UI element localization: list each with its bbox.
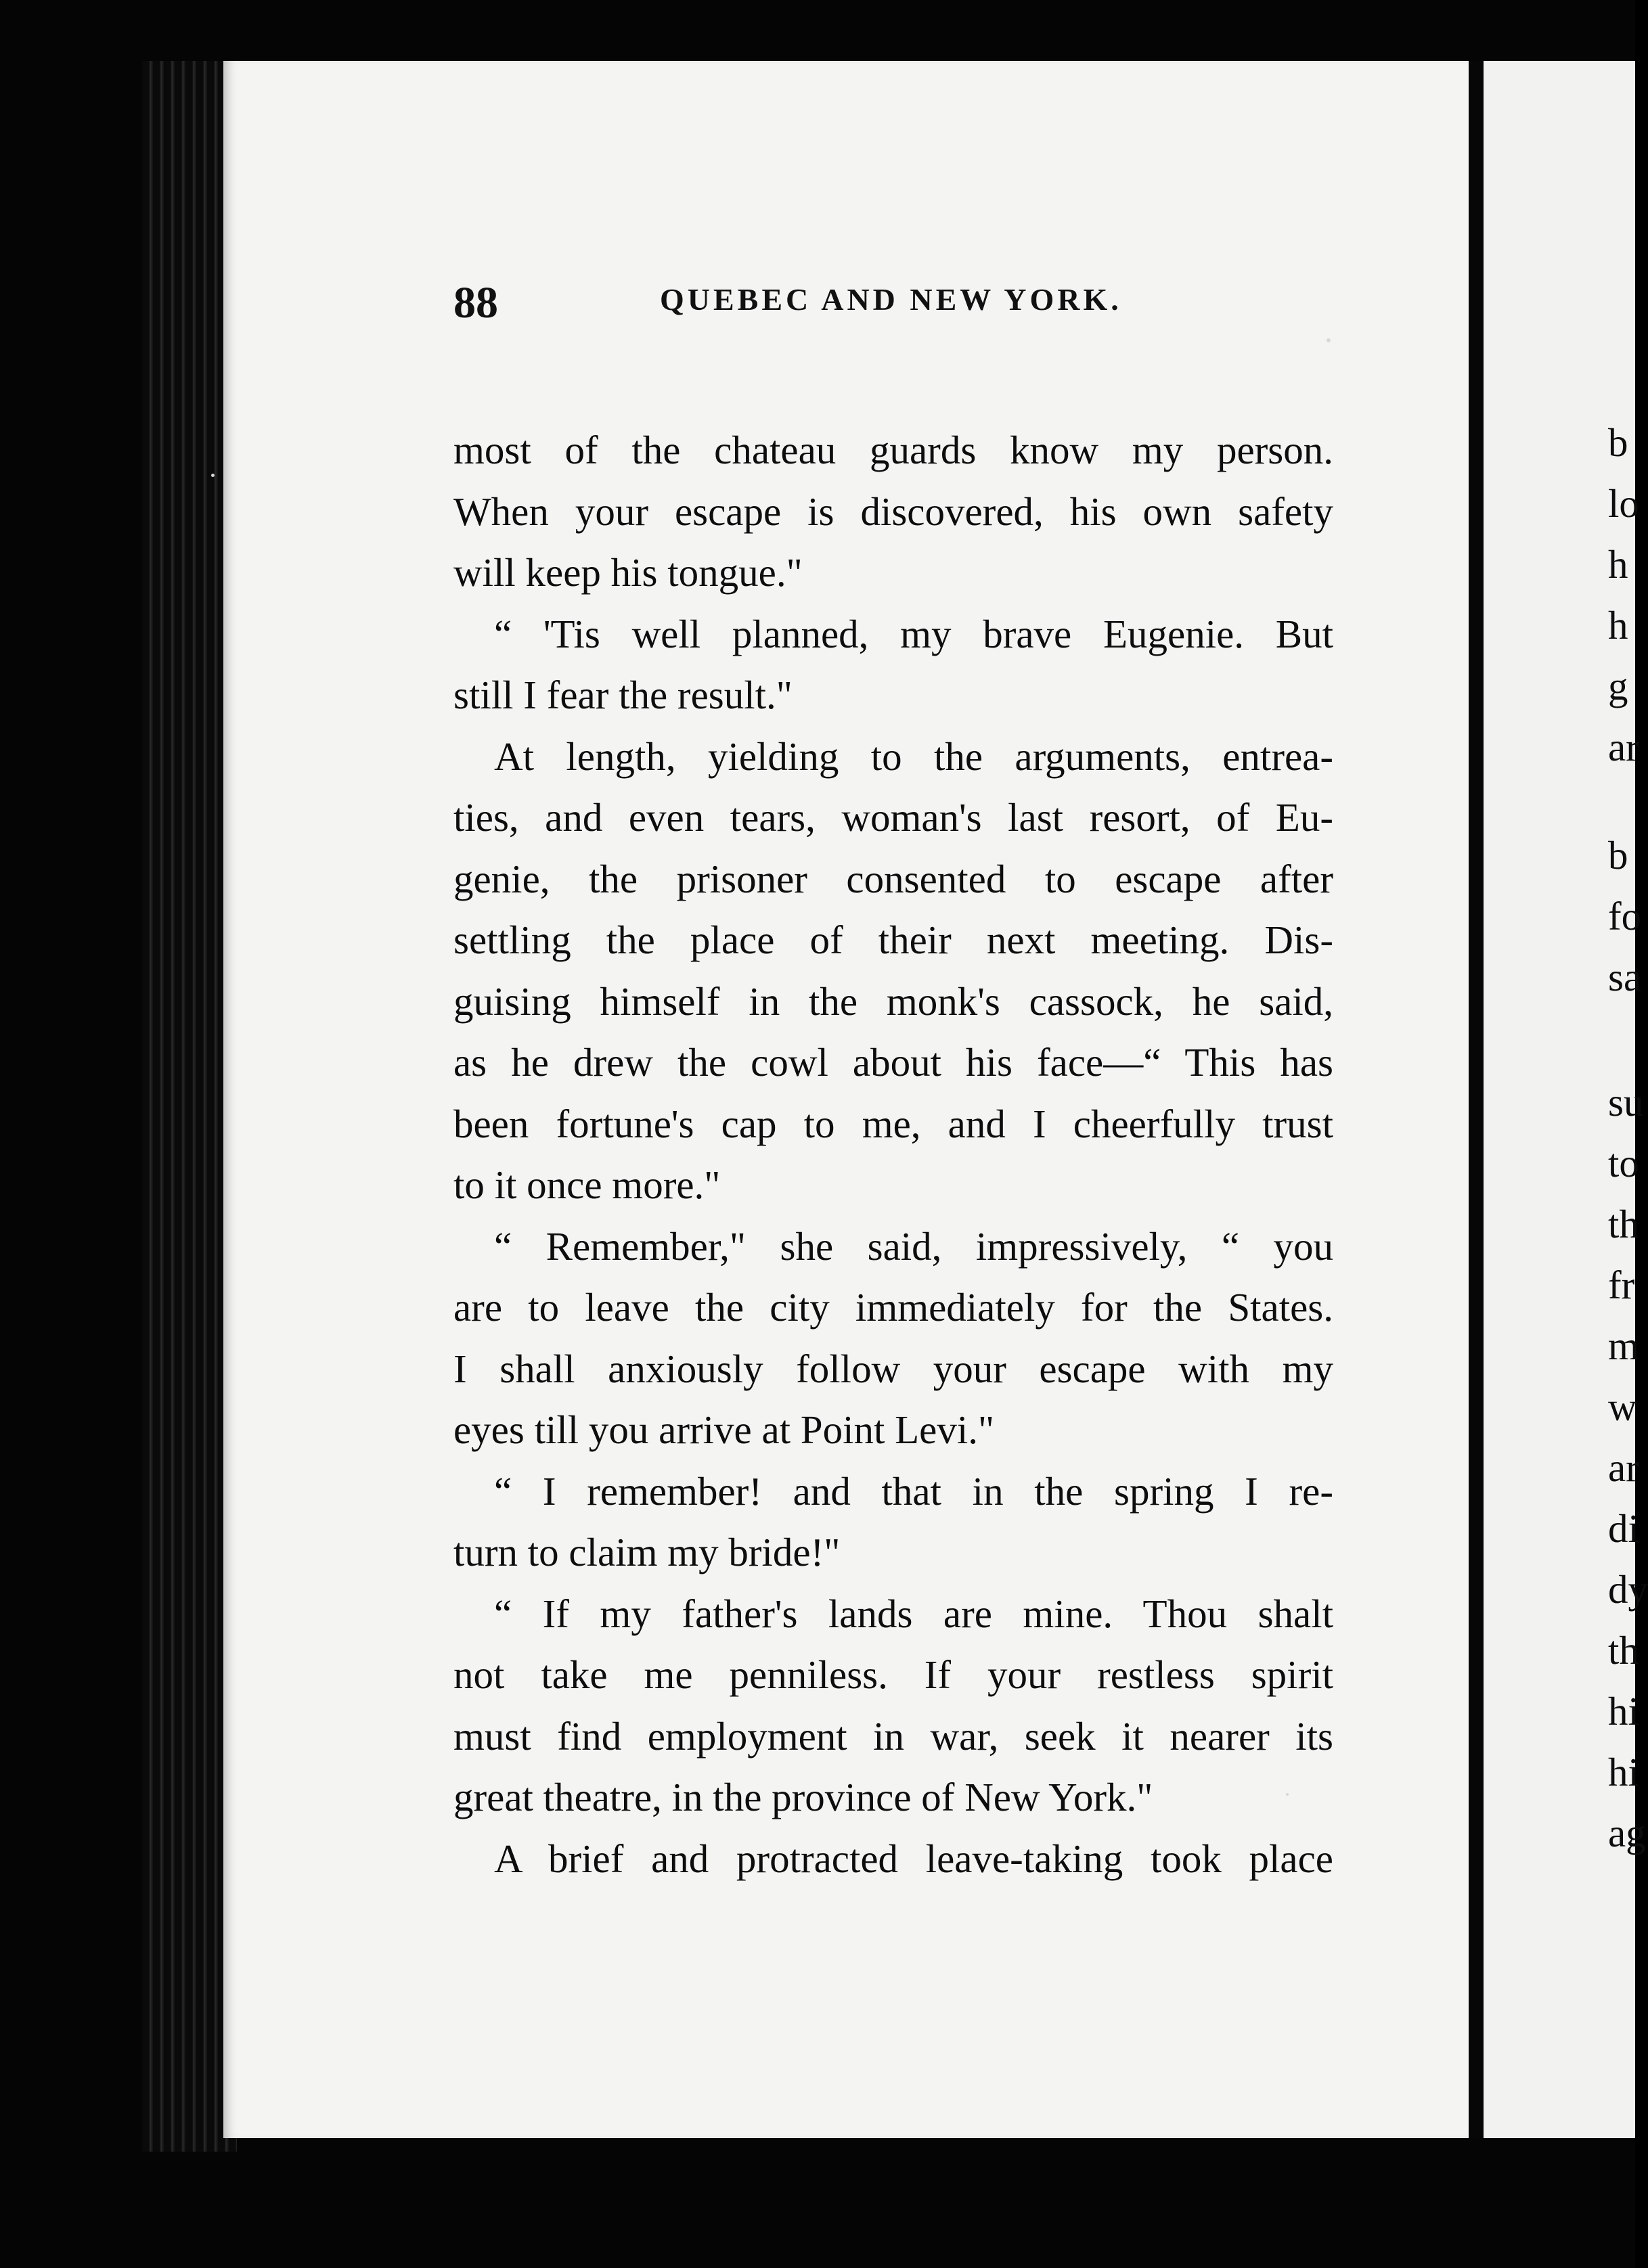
- text-line: “ If my father's lands are mine. Thou shalt: [494, 1591, 1333, 1636]
- facing-page-fragment: hi: [1608, 1750, 1639, 1794]
- facing-page-fragment: b: [1608, 833, 1628, 878]
- facing-page-fragment: lo: [1608, 481, 1639, 526]
- facing-page-fragment: di: [1608, 1506, 1639, 1551]
- facing-page-fragment: ag: [1608, 1811, 1646, 1855]
- facing-page-fragment: h: [1608, 603, 1628, 648]
- facing-page-fragment: th: [1608, 1628, 1639, 1673]
- text-line: turn to claim my bride!": [453, 1530, 841, 1574]
- text-line: A brief and protracted leave-taking took place: [494, 1836, 1333, 1881]
- text-line: eyes till you arrive at Point Levi.": [453, 1407, 995, 1452]
- facing-page-fragment: fo: [1608, 894, 1642, 938]
- text-line: settling the place of their next meeting. Dis-: [453, 917, 1333, 962]
- facing-page-fragment: h: [1608, 542, 1628, 587]
- body-text: [453, 419, 1333, 1889]
- text-line: not take me penniless. If your restless spirit: [453, 1652, 1333, 1697]
- text-line: I shall anxiously follow your escape with my: [453, 1346, 1333, 1391]
- facing-page-fragment: fr: [1608, 1263, 1635, 1307]
- text-line: guising himself in the monk's cassock, he said,: [453, 978, 1333, 1024]
- text-line: most of the chateau guards know my person.: [453, 428, 1333, 472]
- facing-page-fragment: b: [1608, 420, 1628, 465]
- facing-page-fragment: th: [1608, 1202, 1639, 1246]
- text-line: “ I remember! and that in the spring I re-: [494, 1468, 1333, 1514]
- paper-speck: [211, 474, 215, 477]
- text-line: are to leave the city immediately for the States.: [453, 1285, 1333, 1330]
- running-head-title: QUEBEC AND NEW YORK.: [660, 282, 1122, 317]
- text-line: At length, yielding to the arguments, entrea-: [494, 733, 1333, 779]
- text-line: great theatre, in the province of New York.": [453, 1775, 1153, 1819]
- text-line: as he drew the cowl about his face—“ This has: [453, 1040, 1333, 1085]
- text-line: “ Remember," she said, impressively, “ you: [494, 1223, 1333, 1269]
- book-gutter: [1469, 61, 1484, 2138]
- text-line: “ 'Tis well planned, my brave Eugenie. But: [494, 611, 1333, 656]
- text-line: still I fear the result.": [453, 673, 793, 717]
- text-line: will keep his tongue.": [453, 550, 803, 595]
- facing-page-fragment: m: [1608, 1323, 1639, 1368]
- page-header: [453, 0, 1469, 406]
- facing-page-fragment: dy: [1608, 1567, 1648, 1612]
- facing-page-fragment: hi: [1608, 1689, 1639, 1733]
- facing-page-fragment: to: [1608, 1141, 1639, 1185]
- text-line: genie, the prisoner consented to escape after: [453, 856, 1333, 901]
- facing-page-fragment: ar: [1608, 1445, 1639, 1490]
- facing-page-fragment: sa: [1608, 955, 1642, 999]
- text-line: ties, and even tears, woman's last resort, of Eu-: [453, 795, 1333, 840]
- text-line: been fortune's cap to me, and I cheerfully trust: [453, 1101, 1333, 1146]
- facing-page-fragment: w: [1608, 1384, 1637, 1429]
- facing-page-fragment: ar: [1608, 725, 1639, 769]
- text-line: When your escape is discovered, his own safety: [453, 489, 1333, 534]
- text-line: to it once more.": [453, 1162, 721, 1207]
- facing-page-fragment: g: [1608, 664, 1628, 708]
- page-number: 88: [453, 278, 498, 327]
- page-edges: [142, 61, 237, 2152]
- facing-page-fragment: su: [1608, 1080, 1644, 1125]
- text-line: must find employment in war, seek it nearer its: [453, 1713, 1333, 1759]
